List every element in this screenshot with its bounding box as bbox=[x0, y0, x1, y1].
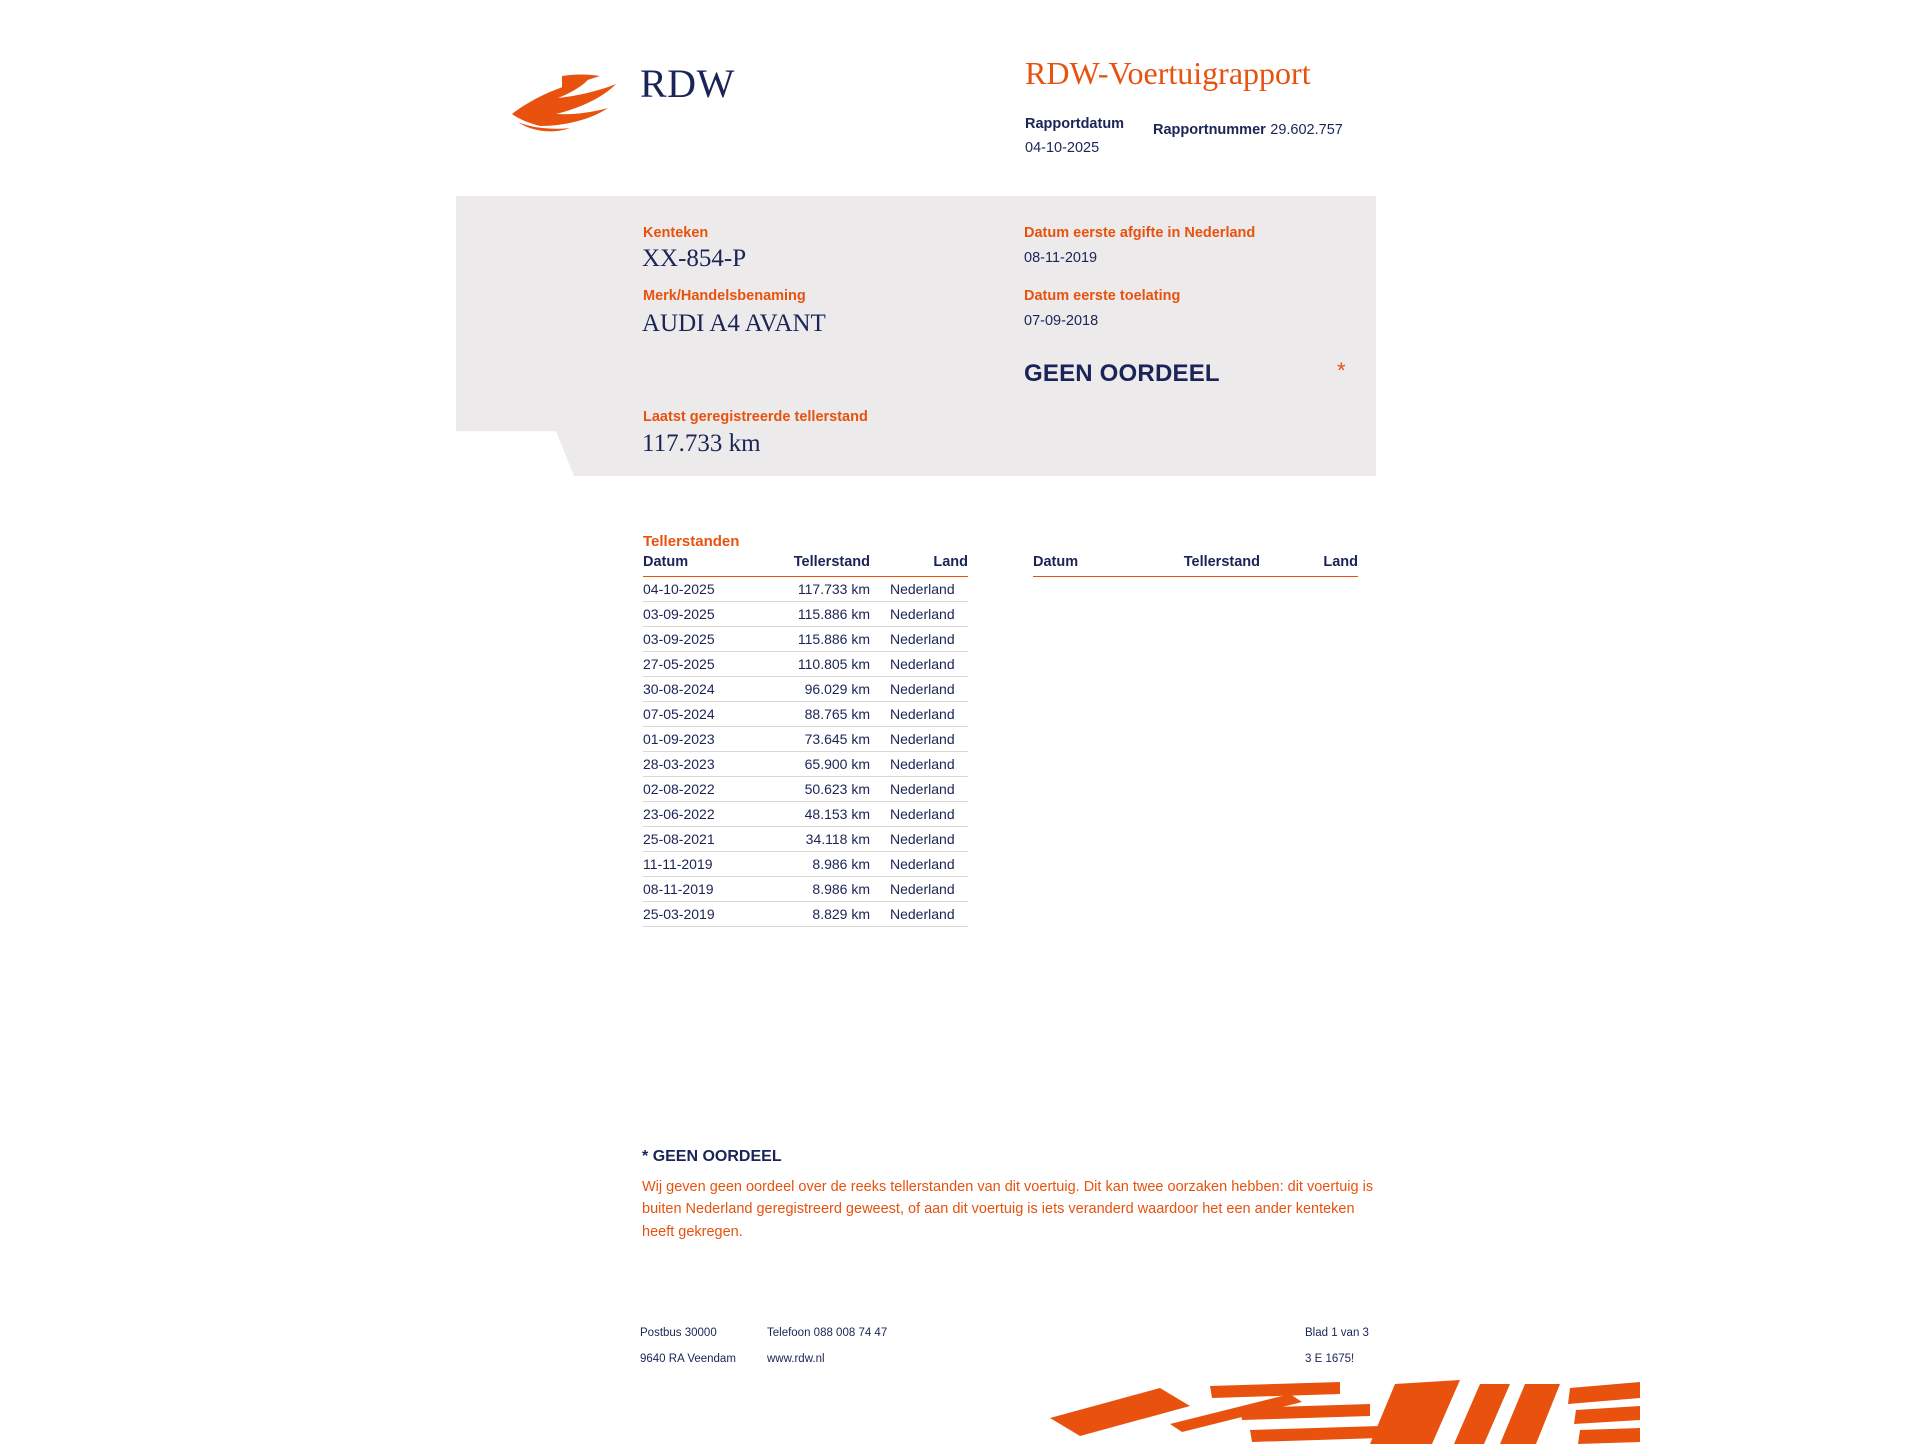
table-row bbox=[643, 727, 968, 752]
rdw-swoosh-logo-icon bbox=[510, 70, 622, 134]
footnote-body: Wij geven geen oordeel over de reeks tellerstanden van dit voertuig. Dit kan twee oorzaken hebben: dit voertuig is buiten Nederland geregistreerd geweest, of aan dit voertuig is iets veranderd waardoor het een ander kenteken heeft gekregen. bbox=[642, 1179, 1374, 1240]
odometer-table-right bbox=[1033, 554, 1358, 577]
report-number-value: 29.602.757 bbox=[1270, 122, 1343, 138]
eerste-toelating-label: Datum eerste toelating bbox=[1024, 288, 1181, 304]
document-header bbox=[460, 30, 1460, 156]
header-datum: Datum bbox=[1033, 554, 1153, 577]
table-row bbox=[643, 652, 968, 677]
cell-datum: 02-08-2022 bbox=[643, 777, 763, 802]
cell-datum: 01-09-2023 bbox=[643, 727, 763, 752]
footer-website-link[interactable]: www.rdw.nl bbox=[767, 1353, 825, 1365]
cell-land: Nederland bbox=[878, 702, 968, 727]
cell-land: Nederland bbox=[878, 752, 968, 777]
cell-tellerstand: 115.886 km bbox=[763, 627, 878, 652]
cell-tellerstand: 73.645 km bbox=[763, 727, 878, 752]
report-date-label: Rapportdatum bbox=[1025, 116, 1125, 132]
cell-land: Nederland bbox=[878, 802, 968, 827]
cell-tellerstand: 96.029 km bbox=[763, 677, 878, 702]
eerste-afgifte-value: 08-11-2019 bbox=[1024, 250, 1098, 266]
bottom-decorative-graphic bbox=[1040, 1378, 1640, 1448]
table-row bbox=[643, 777, 968, 802]
eerste-toelating-value: 07-09-2018 bbox=[1024, 313, 1099, 329]
cell-tellerstand: 48.153 km bbox=[763, 802, 878, 827]
odometer-table-title: Tellerstanden bbox=[643, 533, 740, 550]
cell-datum: 28-03-2023 bbox=[643, 752, 763, 777]
cell-land: Nederland bbox=[878, 602, 968, 627]
cell-land: Nederland bbox=[878, 902, 968, 927]
footnote-star: * bbox=[642, 1148, 649, 1165]
footer-postbus: Postbus 30000 bbox=[640, 1327, 717, 1339]
cell-datum: 30-08-2024 bbox=[643, 677, 763, 702]
table-header-row bbox=[643, 554, 968, 577]
cell-tellerstand: 34.118 km bbox=[763, 827, 878, 852]
merk-value: AUDI A4 AVANT bbox=[642, 310, 826, 337]
table-row bbox=[643, 702, 968, 727]
cell-land: Nederland bbox=[878, 852, 968, 877]
cell-land: Nederland bbox=[878, 827, 968, 852]
rdw-logo bbox=[510, 42, 890, 132]
header-tellerstand: Tellerstand bbox=[1153, 554, 1268, 577]
cell-land: Nederland bbox=[878, 777, 968, 802]
footnote-title-text: GEEN OORDEEL bbox=[652, 1148, 782, 1165]
table-row bbox=[643, 902, 968, 927]
cell-tellerstand: 65.900 km bbox=[763, 752, 878, 777]
header-datum: Datum bbox=[643, 554, 763, 577]
odometer-table-left bbox=[643, 554, 968, 927]
report-title: RDW-Voertuigrapport bbox=[1025, 55, 1311, 91]
cell-tellerstand: 115.886 km bbox=[763, 602, 878, 627]
table-row bbox=[643, 602, 968, 627]
table-row bbox=[643, 877, 968, 902]
kenteken-value: XX-854-P bbox=[642, 245, 747, 272]
table-row bbox=[643, 577, 968, 602]
eerste-afgifte-label: Datum eerste afgifte in Nederland bbox=[1024, 225, 1256, 241]
verdict-footnote-marker: * bbox=[1337, 358, 1346, 383]
report-date-value: 04-10-2025 bbox=[1025, 140, 1100, 156]
cell-land: Nederland bbox=[878, 727, 968, 752]
kenteken-label: Kenteken bbox=[643, 225, 709, 241]
cell-tellerstand: 117.733 km bbox=[763, 577, 878, 602]
cell-datum: 03-09-2025 bbox=[643, 627, 763, 652]
footer-telephone: Telefoon 088 008 74 47 bbox=[767, 1327, 888, 1339]
table-row bbox=[643, 627, 968, 652]
cell-datum: 07-05-2024 bbox=[643, 702, 763, 727]
cell-datum: 03-09-2025 bbox=[643, 602, 763, 627]
table-header-row bbox=[1033, 554, 1358, 577]
cell-datum: 04-10-2025 bbox=[643, 577, 763, 602]
cell-land: Nederland bbox=[878, 577, 968, 602]
report-date-block bbox=[1025, 115, 1153, 157]
cell-land: Nederland bbox=[878, 652, 968, 677]
header-land: Land bbox=[878, 554, 968, 577]
table-row bbox=[643, 752, 968, 777]
table-row bbox=[643, 802, 968, 827]
cell-datum: 08-11-2019 bbox=[643, 877, 763, 902]
table-row bbox=[643, 677, 968, 702]
cell-tellerstand: 88.765 km bbox=[763, 702, 878, 727]
table-row bbox=[643, 852, 968, 877]
report-number-block bbox=[1153, 115, 1393, 139]
footer-code: 3 E 1675! bbox=[1305, 1353, 1355, 1365]
cell-tellerstand: 110.805 km bbox=[763, 652, 878, 677]
cell-land: Nederland bbox=[878, 877, 968, 902]
tellerstand-label: Laatst geregistreerde tellerstand bbox=[643, 409, 868, 425]
cell-datum: 27-05-2025 bbox=[643, 652, 763, 677]
cell-tellerstand: 8.986 km bbox=[763, 877, 878, 902]
footnote-title bbox=[642, 1148, 1382, 1166]
cell-datum: 11-11-2019 bbox=[643, 852, 763, 877]
cell-land: Nederland bbox=[878, 677, 968, 702]
report-number-label: Rapportnummer bbox=[1153, 122, 1266, 138]
header-tellerstand: Tellerstand bbox=[763, 554, 878, 577]
cell-datum: 23-06-2022 bbox=[643, 802, 763, 827]
merk-label: Merk/Handelsbenaming bbox=[643, 288, 806, 304]
cell-land: Nederland bbox=[878, 627, 968, 652]
cell-tellerstand: 8.829 km bbox=[763, 902, 878, 927]
rdw-wordmark: RDW bbox=[640, 61, 735, 106]
footer-page-number: Blad 1 van 3 bbox=[1305, 1327, 1369, 1339]
tellerstand-value: 117.733 km bbox=[642, 430, 761, 457]
footer-city: 9640 RA Veendam bbox=[640, 1353, 736, 1365]
cell-datum: 25-08-2021 bbox=[643, 827, 763, 852]
footnote-block bbox=[642, 1148, 1382, 1243]
verdict-badge: GEEN OORDEEL bbox=[1024, 360, 1220, 387]
cell-tellerstand: 50.623 km bbox=[763, 777, 878, 802]
cell-tellerstand: 8.986 km bbox=[763, 852, 878, 877]
header-land: Land bbox=[1268, 554, 1358, 577]
cell-datum: 25-03-2019 bbox=[643, 902, 763, 927]
table-row bbox=[643, 827, 968, 852]
